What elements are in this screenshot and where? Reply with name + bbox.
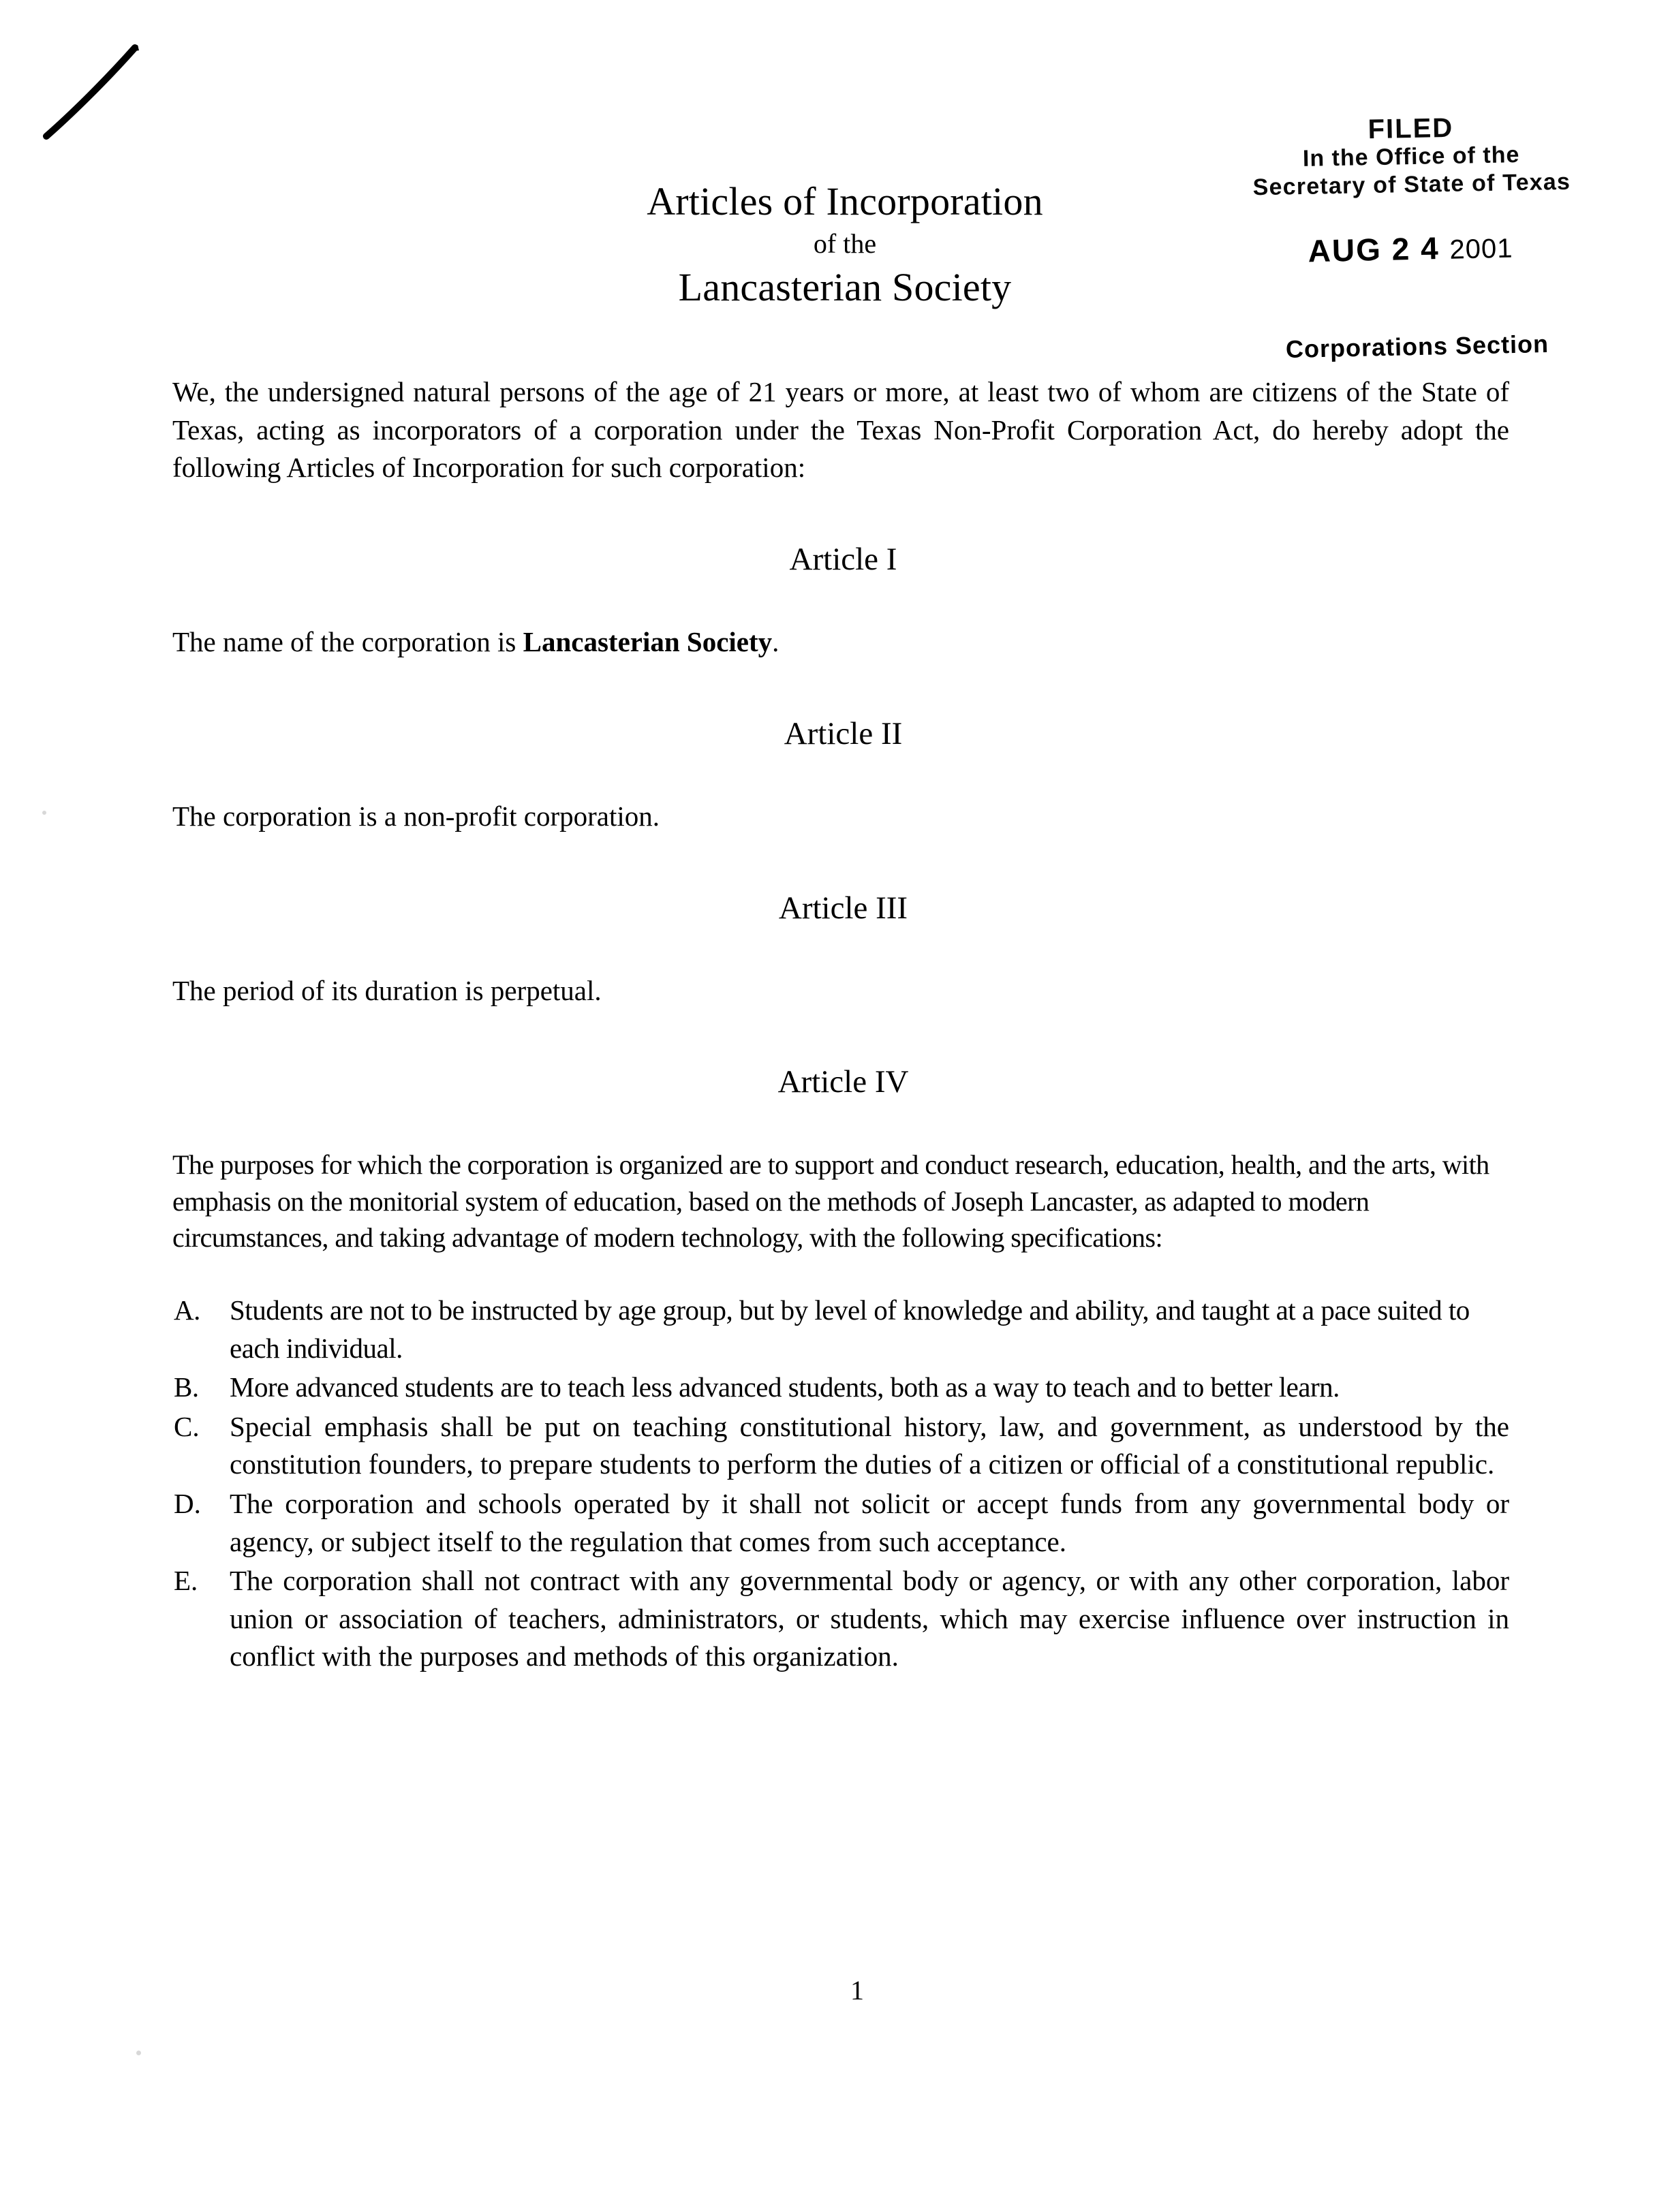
list-item [172,1369,1509,1407]
page-title: Articles of Incorporation [647,179,1043,223]
list-item-marker: C. [174,1410,200,1442]
list-item [172,1292,1509,1367]
filed-stamp-line2: Secretary of State of Texas [1252,169,1571,201]
article-4-specifications-list [172,1292,1509,1675]
list-item-text: Students are not to be instructed by age group, but by level of knowledge and ability, and taught at a pace suited to each individual. [230,1294,1470,1364]
list-item-marker: D. [174,1487,201,1519]
organization-name: Lancasterian Society [678,265,1012,310]
article-1-text-after: . [772,626,779,658]
article-heading-1: Article I [789,541,897,577]
filed-stamp-date-monthday: AUG 2 4 [1308,230,1440,269]
article-body-4: The purposes for which the corporation is organized are to support and conduct research, education, health, and the arts, with emphasis on the monitorial system of education, based on the methods of Joseph Lancaster, as adapted to modern circumstances, and taking advantage of modern technology, with the following specifications: [172,1149,1489,1253]
list-item-text: The corporation and schools operated by it shall not solicit or accept funds from any governmental body or agency, or subject itself to the regulation that comes from such acceptance. [230,1487,1509,1557]
list-item-text: The corporation shall not contract with any governmental body or agency, or with any other corporation, labor union or association of teachers, administrators, or students, which may exercise influence over instruction in conflict with the purposes and methods of this organization. [230,1565,1509,1672]
list-item-marker: B. [174,1371,199,1403]
page-number [0,1974,1668,2006]
article-heading-4: Article IV [777,1064,909,1100]
pen-stroke-mark [41,35,164,144]
article-body-1 [172,623,1509,661]
filed-stamp-date-year: 2001 [1449,233,1513,265]
article-heading-3: Article III [778,890,908,926]
filed-stamp-section: Corporations Section [1285,329,1549,364]
page-number-value: 1 [850,1975,864,2006]
list-item [172,1408,1509,1484]
scan-speck [136,2051,141,2055]
list-item-marker: A. [174,1294,200,1326]
scan-speck [42,811,46,815]
filed-stamp-heading: FILED [1368,112,1454,145]
filed-stamp-line1: In the Office of the [1302,142,1520,172]
document-body [172,373,1509,1677]
article-body-2: The corporation is a non-profit corporation. [172,800,660,832]
preamble-paragraph: We, the undersigned natural persons of the age of 21 years or more, at least two of whom are citizens of the State of Texas, acting as incorporators of a corporation under the Texas Non-Profit Corporation Act, do hereby adopt the following Articles of Incorporation for such corporation: [172,376,1509,484]
article-heading-2: Article II [784,715,903,751]
list-item [172,1485,1509,1561]
article-1-text-before: The name of the corporation is [172,626,523,658]
list-item-text: Special emphasis shall be put on teaching constitutional history, law, and government, as understood by the constitution founders, to prepare students to perform the duties of a citizen or official of a constitutional republic. [230,1410,1509,1480]
list-item-text: More advanced students are to teach less advanced students, both as a way to teach and to better learn. [230,1371,1340,1403]
list-item-marker: E. [174,1565,198,1597]
title-connector: of the [813,228,877,260]
document-title-block [368,178,1322,312]
article-body-3: The period of its duration is perpetual. [172,974,602,1006]
article-1-corporation-name: Lancasterian Society [523,626,773,658]
list-item [172,1562,1509,1676]
